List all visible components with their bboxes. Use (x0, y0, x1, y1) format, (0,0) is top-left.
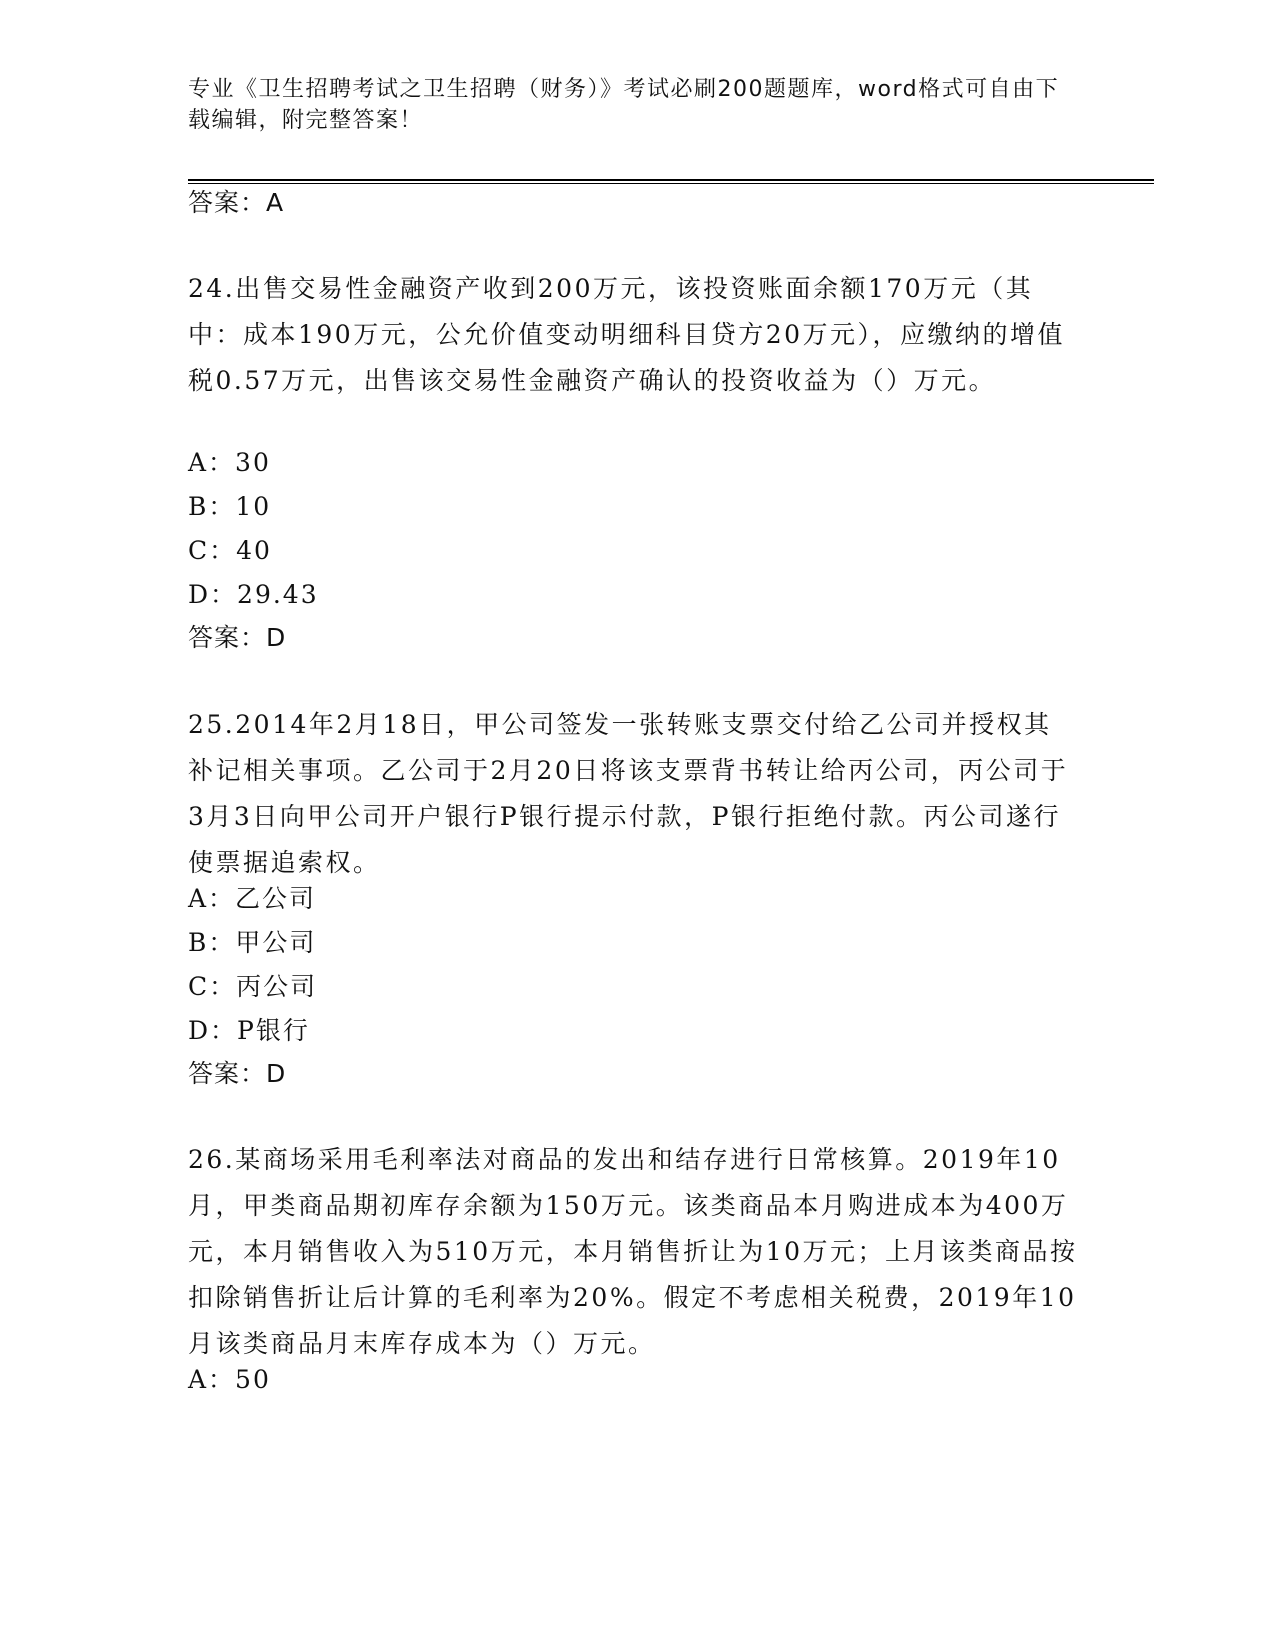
answer-line-23 (188, 188, 284, 218)
answer-value: D (266, 623, 287, 652)
option-d: D：29.43 (188, 580, 319, 609)
answer-value: D (266, 1059, 287, 1088)
answer-label: 答案： (188, 1059, 267, 1088)
option-a: A：乙公司 (188, 884, 317, 913)
answer-label: 答案： (188, 623, 267, 652)
question-25 (188, 702, 1078, 886)
answer-line-25 (188, 1059, 286, 1089)
option-b: B：10 (188, 492, 272, 521)
answer-line-24 (188, 623, 286, 653)
option-d: D：P银行 (188, 1016, 310, 1045)
answer-label: 答案： (188, 188, 267, 217)
option-a: A：30 (188, 448, 271, 477)
answer-value: A (266, 188, 285, 217)
option-b: B：甲公司 (188, 928, 317, 957)
question-text: 24.出售交易性金融资产收到200万元，该投资账面余额170万元（其中：成本190万元，公允价值变动明细科目贷方20万元），应缴纳的增值税0.57万元，出售该交易性金融资产确认的投资收益为（）万元。 (188, 274, 1066, 395)
question-24 (188, 266, 1078, 404)
option-c: C：丙公司 (188, 972, 318, 1001)
question-text: 26.某商场采用毛利率法对商品的发出和结存进行日常核算。2019年10月，甲类商品期初库存余额为150万元。该类商品本月购进成本为400万元，本月销售收入为510万元，本月销售折让为10万元；上月该类商品按扣除销售折让后计算的毛利率为20%。假定不考虑相关税费，2019年10月该类商品月末库存成本为（）万元。 (188, 1145, 1078, 1358)
question-26 (188, 1137, 1078, 1367)
option-c: C：40 (188, 536, 272, 565)
question-text: 25.2014年2月18日，甲公司签发一张转账支票交付给乙公司并授权其补记相关事项。乙公司于2月20日将该支票背书转让给丙公司，丙公司于3月3日向甲公司开户银行P银行提示付款，P银行拒绝付款。丙公司遂行使票据追索权。 (188, 710, 1069, 877)
option-a: A：50 (188, 1365, 271, 1394)
page-header: 专业《卫生招聘考试之卫生招聘（财务）》考试必刷200题题库，word格式可自由下载编辑，附完整答案！ (188, 77, 1060, 133)
header-divider (188, 179, 1154, 184)
